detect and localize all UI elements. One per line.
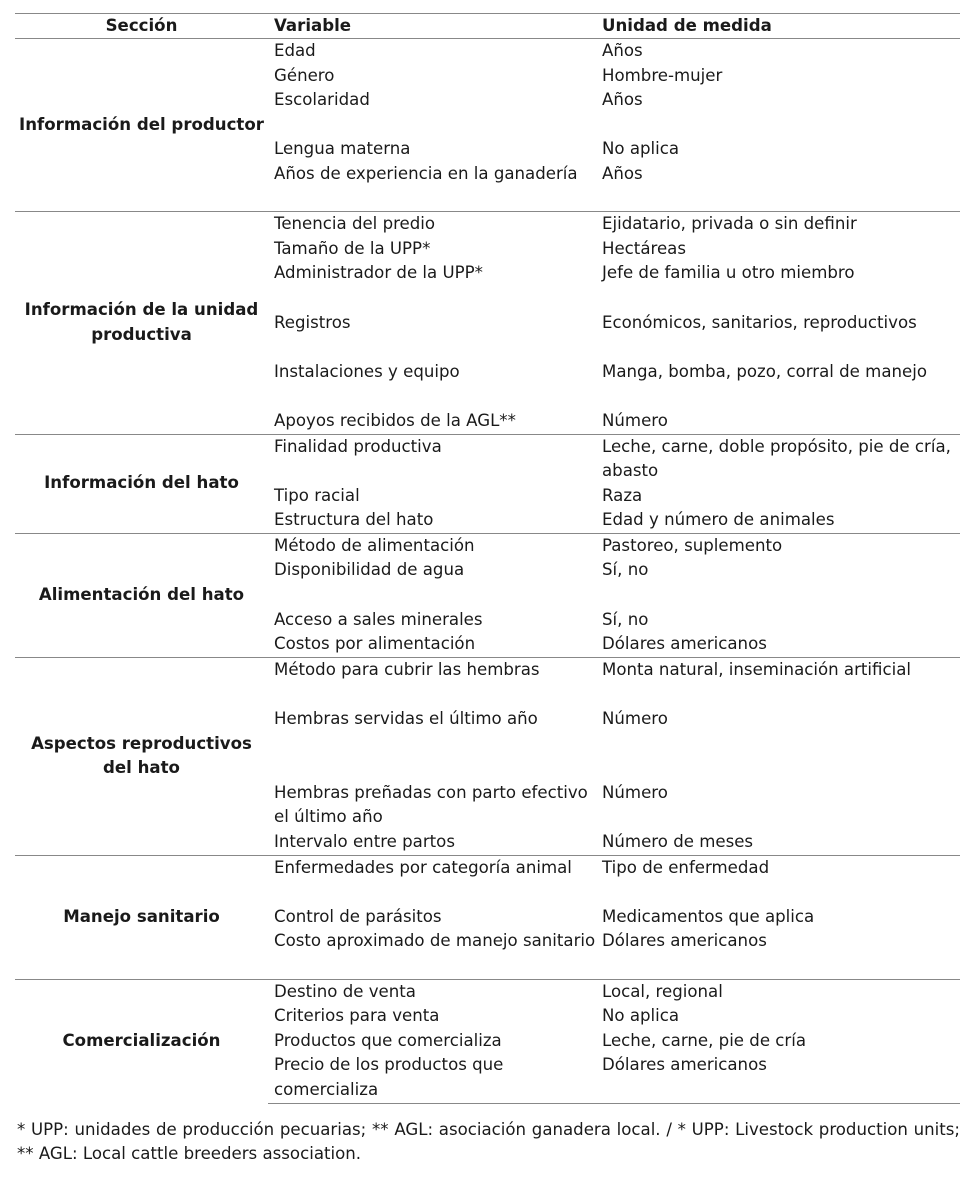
unit-cell: Número: [602, 782, 668, 802]
variable-cell: Estructura del hato: [274, 510, 434, 530]
unit-cell: Sí, no: [602, 609, 649, 629]
variable-cell: Precio de los productos que comercializa: [268, 1053, 602, 1103]
table-row: [15, 855, 960, 905]
unit-cell: Número de meses: [602, 832, 754, 852]
variable-cell: Escolaridad: [274, 90, 370, 110]
variable-cell: Administrador de la UPP*: [274, 263, 483, 283]
unit-cell: Años: [602, 39, 960, 64]
header-unit: Unidad de medida: [602, 14, 960, 39]
variable-cell: Instalaciones y equipo: [274, 361, 460, 381]
unit-cell: Años: [602, 90, 643, 110]
unit-cell: Tipo de enfermedad: [602, 855, 960, 905]
footnote: * UPP: unidades de producción pecuarias; ** AGL: asociación ganadera local. / * UPP: Livestock production units; ** AGL: Local cattle breeders association.: [17, 1120, 960, 1163]
variable-cell: Costos por alimentación: [274, 634, 476, 654]
unit-cell: Ejidatario, privada o sin definir: [602, 212, 960, 237]
variable-cell: Método de alimentación: [268, 533, 602, 558]
unit-cell: Local, regional: [602, 979, 960, 1004]
section-label: Comercialización: [15, 979, 268, 1103]
unit-cell: Número: [602, 410, 668, 430]
unit-cell: Hectáreas: [602, 238, 686, 258]
variable-cell: Control de parásitos: [274, 906, 442, 926]
variable-cell: Acceso a sales minerales: [274, 609, 483, 629]
unit-cell: Años: [602, 163, 643, 183]
variable-cell: Hembras preñadas con parto efectivo el último año: [274, 782, 588, 827]
variable-cell: Años de experiencia en la ganadería: [274, 163, 578, 183]
table-row: [15, 39, 960, 64]
variable-cell: Disponibilidad de agua: [274, 560, 465, 580]
unit-cell: Leche, carne, pie de cría: [602, 1030, 807, 1050]
section-label: Manejo sanitario: [15, 855, 268, 979]
section-label: Información de la unidad productiva: [15, 212, 268, 434]
variable-cell: Tipo racial: [274, 485, 360, 505]
table-row: [15, 533, 960, 558]
unit-cell: Económicos, sanitarios, reproductivos: [602, 312, 917, 332]
variable-cell: Edad: [268, 39, 602, 64]
unit-cell: No aplica: [602, 1006, 680, 1026]
variable-cell: Intervalo entre partos: [274, 832, 455, 852]
variable-cell: Registros: [274, 312, 351, 332]
table-row: [15, 979, 960, 1004]
unit-cell: Edad y número de animales: [602, 510, 835, 530]
unit-cell: Medicamentos que aplica: [602, 906, 815, 926]
section-label: Información del hato: [15, 434, 268, 533]
unit-cell: Jefe de familia u otro miembro: [602, 263, 855, 283]
variable-cell: Destino de venta: [268, 979, 602, 1004]
header-section: Sección: [15, 14, 268, 39]
unit-cell: Hombre-mujer: [602, 65, 723, 85]
section-label: Aspectos reproductivos del hato: [15, 657, 268, 855]
section-label: Información del productor: [15, 39, 268, 212]
unit-cell: No aplica: [602, 139, 680, 159]
table-row: [15, 657, 960, 707]
unit-cell: Sí, no: [602, 560, 649, 580]
unit-cell: Leche, carne, doble propósito, pie de cría, abasto: [602, 434, 960, 484]
variable-cell: Método para cubrir las hembras: [268, 657, 602, 707]
unit-cell: Dólares americanos: [602, 931, 767, 951]
variable-cell: Productos que comercializa: [274, 1030, 502, 1050]
variable-cell: Finalidad productiva: [268, 434, 602, 484]
unit-cell: Dólares americanos: [602, 1053, 960, 1103]
variables-table: [15, 13, 960, 1104]
unit-cell: Número: [602, 709, 668, 729]
unit-cell: Dólares americanos: [602, 634, 767, 654]
variable-cell: Criterios para venta: [274, 1006, 440, 1026]
header-variable: Variable: [268, 14, 602, 39]
unit-cell: Raza: [602, 485, 643, 505]
table-row: [15, 212, 960, 237]
unit-cell: Monta natural, inseminación artificial: [602, 657, 960, 707]
header-row: [15, 14, 960, 39]
section-label: Alimentación del hato: [15, 533, 268, 657]
variable-cell: Apoyos recibidos de la AGL**: [274, 410, 516, 430]
variable-cell: Costo aproximado de manejo sanitario: [274, 931, 596, 951]
variable-cell: Enfermedades por categoría animal: [268, 855, 602, 905]
unit-cell: Pastoreo, suplemento: [602, 533, 960, 558]
unit-cell: Manga, bomba, pozo, corral de manejo: [602, 361, 927, 381]
variable-cell: Género: [274, 65, 335, 85]
variable-cell: Hembras servidas el último año: [274, 709, 538, 729]
variable-cell: Tenencia del predio: [268, 212, 602, 237]
table-row: [15, 434, 960, 484]
variable-cell: Lengua materna: [274, 139, 411, 159]
variable-cell: Tamaño de la UPP*: [274, 238, 431, 258]
